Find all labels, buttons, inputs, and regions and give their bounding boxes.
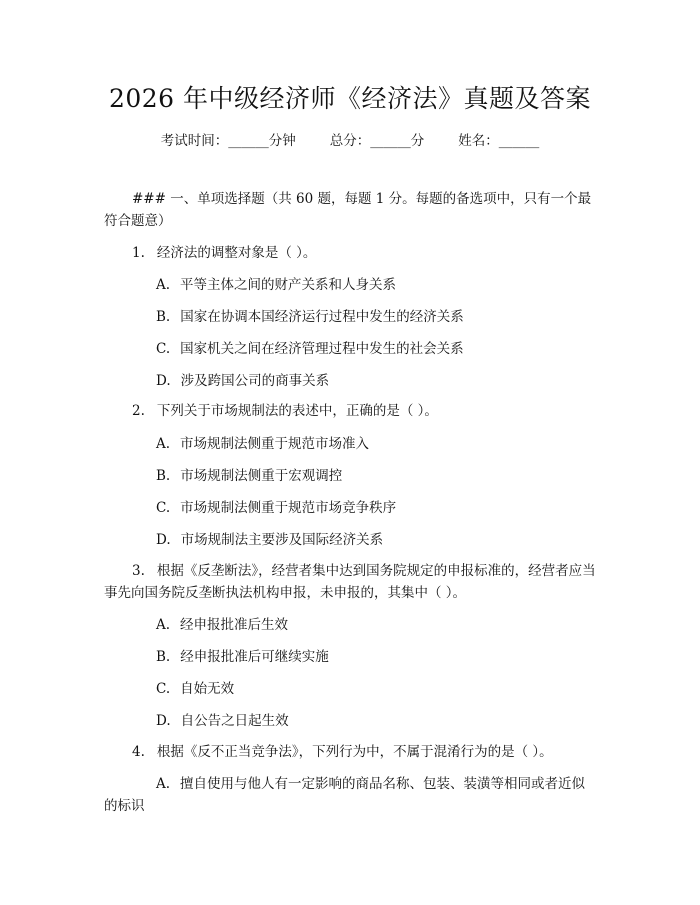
question-text: 根据《反垄断法》，经营者集中达到国务院规定的申报标准的，经营者应当事先向国务院反垄断执法机构申报，未申报的，其集中（ ）。 bbox=[104, 563, 596, 601]
option-letter: D. bbox=[156, 532, 171, 548]
option-letter: D. bbox=[156, 713, 171, 729]
option-text: 涉及跨国公司的商事关系 bbox=[180, 373, 330, 389]
question-2 bbox=[104, 400, 596, 422]
option-text: 国家在协调本国经济运行过程中发生的经济关系 bbox=[180, 309, 464, 325]
section-heading: ### 一、单项选择题（共 60 题，每题 1 分。每题的备选项中，只有一个最符合题意） bbox=[104, 191, 592, 229]
option-text: 自始无效 bbox=[180, 681, 235, 697]
exam-meta-line bbox=[0, 131, 700, 151]
question-1 bbox=[104, 242, 596, 264]
option-text: 经申报批准后可继续实施 bbox=[180, 649, 329, 665]
option-text: 自公告之日起生效 bbox=[180, 713, 289, 729]
question-number: 1. bbox=[132, 245, 145, 261]
question-3-option-c bbox=[104, 678, 596, 700]
option-letter: C. bbox=[156, 681, 171, 697]
option-letter: B. bbox=[156, 649, 171, 665]
question-4 bbox=[104, 741, 596, 763]
option-letter: A. bbox=[156, 617, 171, 633]
question-3-option-b bbox=[104, 646, 596, 668]
question-2-option-d bbox=[104, 529, 596, 551]
option-letter: D. bbox=[156, 373, 171, 389]
question-text: 下列关于市场规制法的表述中，正确的是（ ）。 bbox=[156, 403, 438, 419]
option-text: 擅自使用与他人有一定影响的商品名称、包装、装潢等相同或者近似的标识 bbox=[104, 776, 586, 814]
question-2-option-c bbox=[104, 497, 596, 519]
question-3 bbox=[104, 560, 596, 604]
option-letter: C. bbox=[156, 500, 171, 516]
option-text: 市场规制法侧重于宏观调控 bbox=[180, 468, 343, 484]
option-letter: A. bbox=[156, 776, 171, 792]
option-text: 市场规制法主要涉及国际经济关系 bbox=[180, 532, 384, 548]
option-text: 市场规制法侧重于规范市场竞争秩序 bbox=[180, 500, 397, 516]
option-letter: C. bbox=[156, 341, 171, 357]
option-text: 平等主体之间的财产关系和人身关系 bbox=[180, 277, 397, 293]
question-text: 根据《反不正当竞争法》，下列行为中，不属于混淆行为的是（ ）。 bbox=[156, 744, 553, 760]
option-letter: B. bbox=[156, 309, 171, 325]
question-1-option-d bbox=[104, 370, 596, 392]
total-score-field: 总分：______分 bbox=[329, 133, 425, 149]
option-letter: B. bbox=[156, 468, 171, 484]
question-number: 4. bbox=[132, 744, 145, 760]
question-1-option-c bbox=[104, 338, 596, 360]
option-letter: A. bbox=[156, 436, 171, 452]
question-text: 经济法的调整对象是（ ）。 bbox=[156, 245, 317, 261]
option-text: 国家机关之间在经济管理过程中发生的社会关系 bbox=[180, 341, 464, 357]
name-field: 姓名：______ bbox=[458, 133, 540, 149]
page-title: 2026 年中级经济师《经济法》真题及答案 bbox=[108, 84, 592, 113]
question-4-option-a bbox=[104, 773, 596, 817]
question-2-option-b bbox=[104, 465, 596, 487]
option-letter: A. bbox=[156, 277, 171, 293]
question-number: 3. bbox=[132, 563, 145, 579]
question-3-option-a bbox=[104, 614, 596, 636]
question-3-option-d bbox=[104, 710, 596, 732]
question-2-option-a bbox=[104, 433, 596, 455]
question-number: 2. bbox=[132, 403, 145, 419]
option-text: 经申报批准后生效 bbox=[180, 617, 289, 633]
option-text: 市场规制法侧重于规范市场准入 bbox=[180, 436, 370, 452]
exam-time-field: 考试时间：______分钟 bbox=[160, 133, 296, 149]
question-1-option-a bbox=[104, 274, 596, 296]
question-1-option-b bbox=[104, 306, 596, 328]
